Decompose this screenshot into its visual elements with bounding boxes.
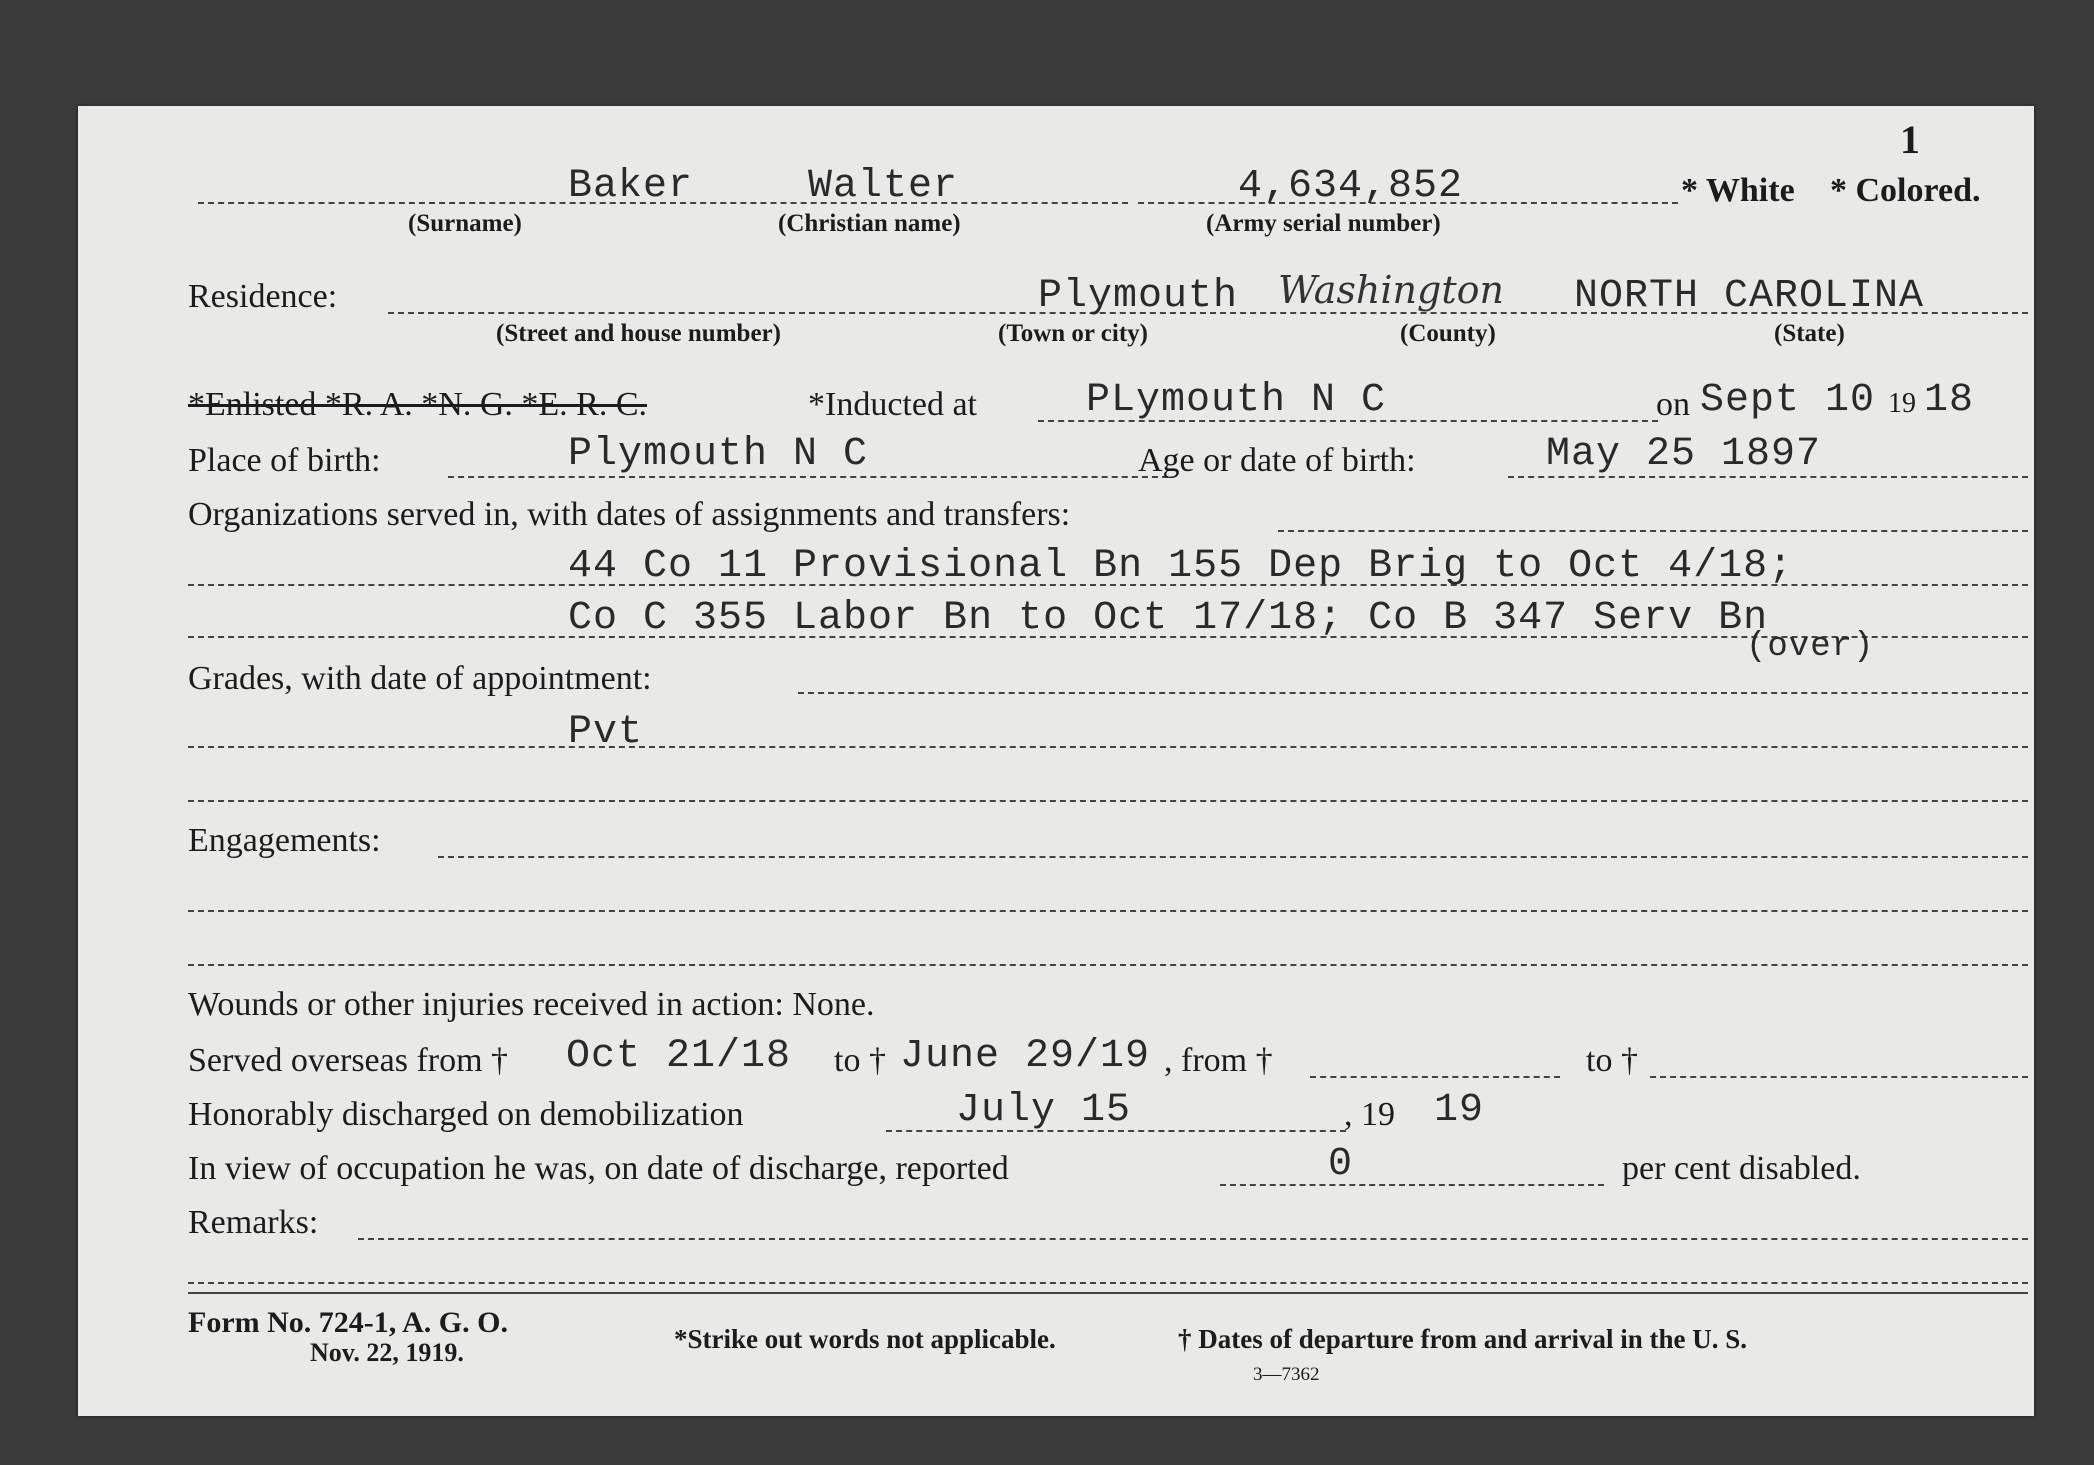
caption-surname: (Surname) (408, 210, 522, 237)
caption-town: (Town or city) (998, 320, 1148, 347)
wounds-text: Wounds or other injuries received in action: None. (188, 986, 875, 1023)
residence-town: Plymouth (1038, 274, 1239, 319)
induction-year-prefix: 19 (1888, 388, 1916, 419)
disability-value: 0 (1328, 1142, 1354, 1187)
christian-name-value: Walter (808, 164, 959, 209)
overseas-label: Served overseas from † (188, 1042, 509, 1079)
form-date: Nov. 22, 1919. (310, 1338, 464, 1367)
discharge-label: Honorably discharged on demobilization (188, 1096, 744, 1133)
remarks-label: Remarks: (188, 1204, 319, 1241)
divider-line (188, 1292, 2028, 1294)
disability-suffix: per cent disabled. (1622, 1150, 1861, 1187)
birth-place-label: Place of birth: (188, 442, 381, 479)
organizations-label: Organizations served in, with dates of assignments and transfers: (188, 496, 1071, 533)
caption-christian-name: (Christian name) (778, 210, 961, 237)
residence-state: NORTH CAROLINA (1574, 274, 1925, 319)
strike-note: *Strike out words not applicable. (674, 1324, 1056, 1354)
organizations-over: (over) (1746, 628, 1875, 666)
on-label: on (1656, 386, 1690, 423)
overseas-from: Oct 21/18 (566, 1034, 792, 1079)
form-code: 3—7362 (1253, 1364, 1320, 1385)
birth-date: May 25 1897 (1546, 432, 1822, 477)
enlisted-struck: *Enlisted *R. A. *N. G. *E. R. C. (188, 386, 648, 423)
white-label-text: * White (1681, 172, 1795, 209)
caption-state: (State) (1774, 320, 1845, 347)
overseas-to: June 29/19 (900, 1034, 1151, 1079)
grade-value: Pvt (568, 710, 644, 755)
residence-label: Residence: (188, 278, 338, 315)
caption-serial-number: (Army serial number) (1206, 210, 1441, 237)
surname-value: Baker (568, 164, 694, 209)
overseas-to-label: to † (834, 1042, 886, 1079)
organizations-line-2: Co C 355 Labor Bn to Oct 17/18; Co B 347 Serv Bn (568, 596, 1769, 641)
colored-label: * Colored. (1830, 172, 1981, 209)
disability-label: In view of occupation he was, on date of discharge, reported (188, 1150, 1009, 1187)
discharge-date: July 15 (956, 1088, 1132, 1133)
discharge-year: 19 (1434, 1088, 1485, 1133)
inducted-label: *Inducted at (808, 386, 977, 423)
induction-year: 18 (1924, 378, 1975, 423)
overseas-from2-label: , from † (1164, 1042, 1273, 1079)
grades-label: Grades, with date of appointment: (188, 660, 652, 697)
birth-place: Plymouth N C (568, 432, 869, 477)
caption-street: (Street and house number) (496, 320, 781, 347)
dates-note: † Dates of departure from and arrival in the U. S. (1178, 1324, 1747, 1354)
card-number: 1 (1900, 117, 1920, 162)
induction-date: Sept 10 (1700, 378, 1876, 423)
form-number: Form No. 724-1, A. G. O. (188, 1306, 508, 1339)
discharge-year-prefix: , 19 (1344, 1096, 1395, 1133)
organizations-line-1: 44 Co 11 Provisional Bn 155 Dep Brig to Oct 4/18; (568, 544, 1794, 589)
engagements-label: Engagements: (188, 822, 381, 859)
residence-county: Washington (1278, 268, 1504, 312)
induction-place: PLymouth N C (1086, 378, 1387, 423)
serial-number-value: 4,634,852 (1238, 164, 1464, 209)
record-card (78, 106, 2034, 1416)
age-label: Age or date of birth: (1138, 442, 1416, 479)
white-label (1681, 172, 1795, 210)
overseas-to2-label: to † (1586, 1042, 1638, 1079)
caption-county: (County) (1400, 320, 1496, 347)
